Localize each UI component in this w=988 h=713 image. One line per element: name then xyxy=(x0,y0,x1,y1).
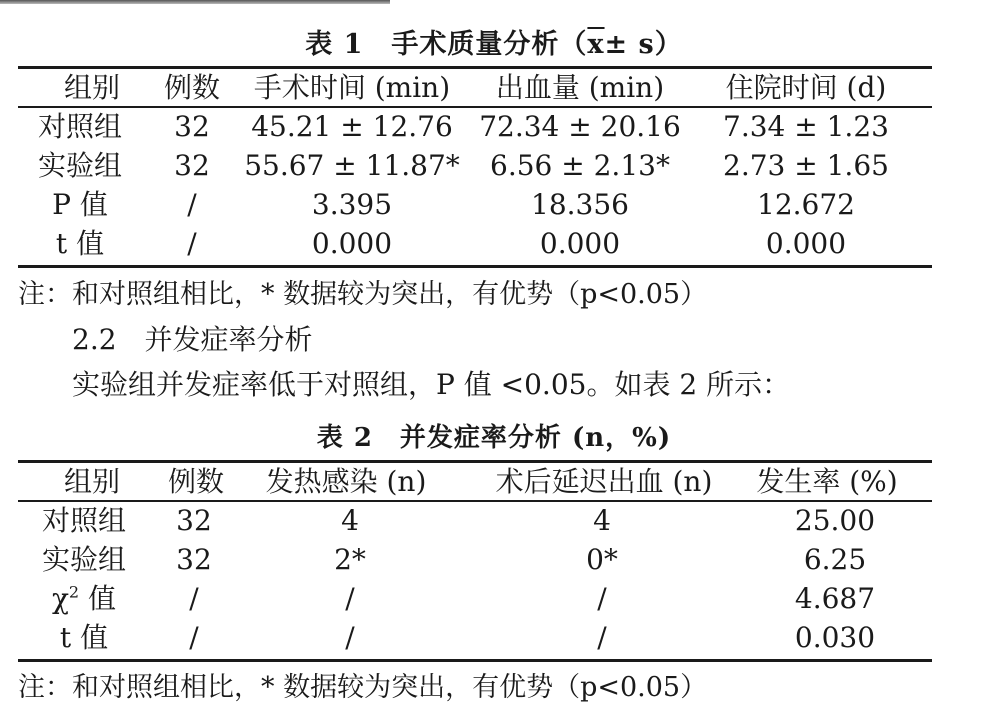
table2-cell: / xyxy=(189,582,199,615)
section-body: 实验组并发症率低于对照组，P 值 <0.05。如表 2 所示： xyxy=(72,368,791,401)
table2-top-rule xyxy=(18,460,932,463)
table2-header-delayed-bleeding: 术后延迟出血 (n) xyxy=(495,465,713,498)
table1-cell: 3.395 xyxy=(311,188,393,221)
chi-superscript: 2 xyxy=(68,582,80,602)
table1-cell: 实验组 xyxy=(37,149,122,182)
cropped-header-fragment xyxy=(0,0,390,4)
table2-header-rate: 发生率 (%) xyxy=(756,465,898,498)
table2-cell: 实验组 xyxy=(41,543,126,576)
section-heading: 2.2 并发症率分析 xyxy=(72,323,313,356)
table1-header-hospital-days: 住院时间 (d) xyxy=(725,71,887,104)
table2-cell: t 值 xyxy=(59,621,109,654)
table1-cell: 18.356 xyxy=(531,188,629,221)
table1-bottom-rule xyxy=(18,265,932,268)
table2-cell: 25.00 xyxy=(794,504,876,537)
table1-cell: 6.56 ± 2.13* xyxy=(490,149,670,182)
table1-cell: 7.34 ± 1.23 xyxy=(723,110,889,143)
table2-cell: 32 xyxy=(176,543,212,576)
table1-cell: 55.67 ± 11.87* xyxy=(244,149,460,182)
table1-cell: t 值 xyxy=(55,227,105,260)
table1-cell: / xyxy=(187,227,197,260)
table2-cell: / xyxy=(597,621,607,654)
table1-header-count: 例数 xyxy=(163,71,220,104)
table1-title xyxy=(0,22,988,61)
table1-note: 注：和对照组相比，* 数据较为突出，有优势（p<0.05） xyxy=(18,279,708,310)
table1-cell: 0.000 xyxy=(311,227,393,260)
table1-title-prefix: 表 1 xyxy=(305,29,364,60)
table1-cell: P 值 xyxy=(52,188,108,221)
table2-header-count: 例数 xyxy=(167,465,224,498)
table1-title-main: 手术质量分析（ xyxy=(391,29,588,60)
table2-title: 表 2 并发症率分析 (n，%) xyxy=(316,423,672,453)
table1-cell: 72.34 ± 20.16 xyxy=(479,110,681,143)
table1-cell: 对照组 xyxy=(37,110,122,143)
table2-cell: 6.25 xyxy=(803,543,867,576)
table2-note: 注：和对照组相比，* 数据较为突出，有优势（p<0.05） xyxy=(18,672,708,703)
table1-header-group: 组别 xyxy=(63,71,120,104)
table2-cell: 4 xyxy=(341,504,359,537)
table2-cell: 4.687 xyxy=(794,582,876,615)
table1-top-rule xyxy=(18,66,932,69)
table1-cell: 0.000 xyxy=(539,227,621,260)
table1-header-blood-loss: 出血量 (min) xyxy=(495,71,665,104)
table1-cell: 12.672 xyxy=(757,188,855,221)
table2-cell-chi-square xyxy=(32,583,136,615)
table1-title-pm: ± s） xyxy=(604,29,683,60)
table2-cell: 对照组 xyxy=(41,504,126,537)
table1-cell: 32 xyxy=(174,110,210,143)
table2-cell: / xyxy=(345,582,355,615)
table2-bottom-rule xyxy=(18,659,932,662)
table2-header-rule xyxy=(18,500,932,502)
table2-cell: 32 xyxy=(176,504,212,537)
table1-cell: 0.000 xyxy=(765,227,847,260)
table2-cell: 0.030 xyxy=(794,621,876,654)
table2-header-fever-infection: 发热感染 (n) xyxy=(265,465,427,498)
table1-cell: 45.21 ± 12.76 xyxy=(251,110,453,143)
table1-cell: 32 xyxy=(174,149,210,182)
table2-cell: 2* xyxy=(334,543,366,576)
table1-header-surgery-time: 手术时间 (min) xyxy=(253,71,451,104)
table1-title-xbar: $\overline{x}$ xyxy=(587,29,605,60)
table2-cell: 0* xyxy=(586,543,618,576)
table2-cell: / xyxy=(189,621,199,654)
table1-cell: / xyxy=(187,188,197,221)
table1-cell: 2.73 ± 1.65 xyxy=(723,149,889,182)
table2-cell: 4 xyxy=(593,504,611,537)
chi-suffix: 值 xyxy=(88,582,117,615)
table1-header-rule xyxy=(18,106,932,108)
table2-header-group: 组别 xyxy=(63,465,120,498)
table2-cell: / xyxy=(345,621,355,654)
chi-symbol: χ xyxy=(51,582,69,615)
table2-cell: / xyxy=(597,582,607,615)
